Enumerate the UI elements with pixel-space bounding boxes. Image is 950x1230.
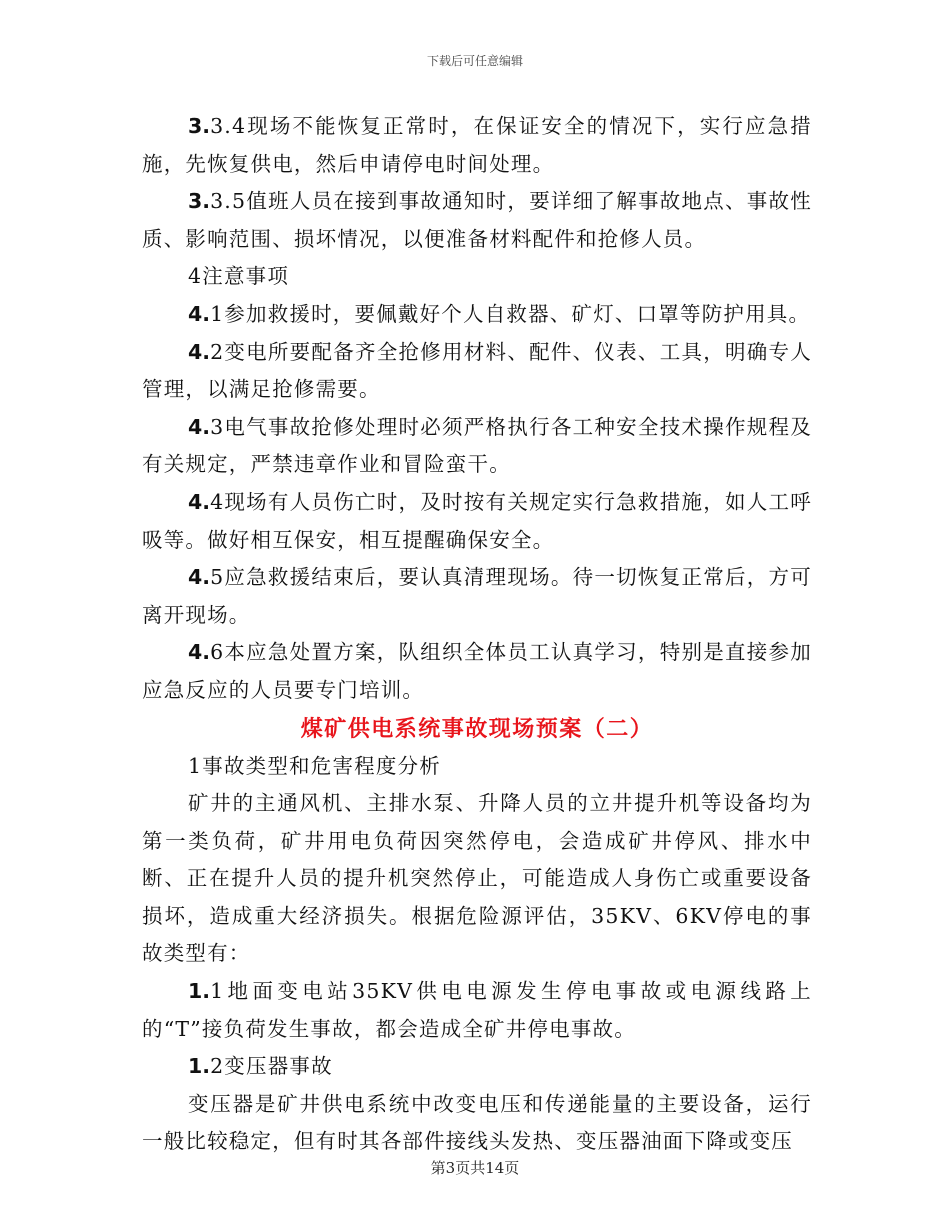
paragraph-number: 3. (188, 114, 211, 138)
section-title: 煤矿供电系统事故现场预案（二） (300, 715, 654, 742)
paragraph-text: 1地面变电站35KV供电电源发生停电事故或电源线路上的“T”接负荷发生事故，都会造成全矿井停电事故。 (142, 979, 812, 1041)
paragraph-number: 4. (188, 565, 211, 590)
paragraph-text: 3.4现场不能恢复正常时，在保证安全的情况下，实行应急措施，先恢复供电，然后申请停电时间处理。 (142, 114, 812, 176)
paragraph-text: 4现场有人员伤亡时，及时按有关规定实行急救措施，如人工呼吸等。做好相互保安，相互提醒确保安全。 (142, 489, 812, 552)
paragraph-text: 1事故类型和危害程度分析 (188, 753, 441, 778)
paragraph-text: 3电气事故抢修处理时必须严格执行各工种安全技术操作规程及有关规定，严禁违章作业和冒险蛮干。 (142, 414, 812, 477)
paragraph-load-analysis (142, 785, 812, 973)
paragraph-4-6 (142, 634, 812, 709)
paragraph-text: 4注意事项 (188, 264, 290, 289)
paragraph-4-2 (142, 334, 812, 409)
paragraph-text: 6本应急处置方案，队组织全体员工认真学习，特别是直接参加应急反应的人员要专门培训。 (142, 640, 812, 702)
paragraph-number: 3. (188, 189, 211, 214)
paragraph-number: 4. (188, 640, 211, 665)
paragraph-text: 2变压器事故 (210, 1054, 333, 1079)
paragraph-number: 4. (188, 339, 211, 364)
paragraph-text: 5应急救援结束后，要认真清理现场。待一切恢复正常后，方可离开现场。 (142, 565, 812, 627)
heading-4-notes (142, 258, 812, 296)
heading-1-accident-types (142, 748, 812, 786)
paragraph-text: 2变电所要配备齐全抢修用材料、配件、仪表、工具，明确专人管理，以满足抢修需要。 (142, 339, 812, 402)
paragraph-4-1 (142, 296, 812, 334)
document-body (142, 108, 812, 1161)
paragraph-number: 4. (188, 414, 211, 439)
paragraph-transformer (142, 1086, 812, 1161)
paragraph-3-3-4 (142, 108, 812, 183)
paragraph-3-3-5 (142, 183, 812, 258)
paragraph-4-5 (142, 559, 812, 634)
paragraph-number: 4. (188, 489, 211, 514)
page-number: 第3页共14页 (430, 1159, 520, 1177)
paragraph-4-3 (142, 409, 812, 484)
paragraph-text: 矿井的主通风机、主排水泵、升降人员的立井提升机等设备均为第一类负荷，矿井用电负荷因突然停电，会造成矿井停风、排水中断、正在提升人员的提升机突然停止，可能造成人身伤亡或重要设备损坏，造成重大经济损失。根据危险源评估，35KV、6KV停电的事故类型有： (142, 791, 812, 966)
paragraph-1-2 (142, 1048, 812, 1086)
paragraph-number: 4. (188, 301, 211, 326)
header-note: 下载后可任意编辑 (426, 54, 523, 68)
paragraph-text: 变压器是矿井供电系统中改变电压和传递能量的主要设备，运行一般比较稳定，但有时其各部件接线头发热、变压器油面下降或变压 (142, 1091, 812, 1154)
paragraph-1-1 (142, 973, 812, 1048)
paragraph-number: 1. (188, 979, 211, 1004)
paragraph-text: 3.5值班人员在接到事故通知时，要详细了解事故地点、事故性质、影响范围、损坏情况，以便准备材料配件和抢修人员。 (142, 189, 812, 251)
paragraph-text: 1参加救援时，要佩戴好个人自救器、矿灯、口罩等防护用具。 (210, 301, 811, 326)
paragraph-number: 1. (188, 1054, 211, 1079)
paragraph-4-4 (142, 484, 812, 559)
